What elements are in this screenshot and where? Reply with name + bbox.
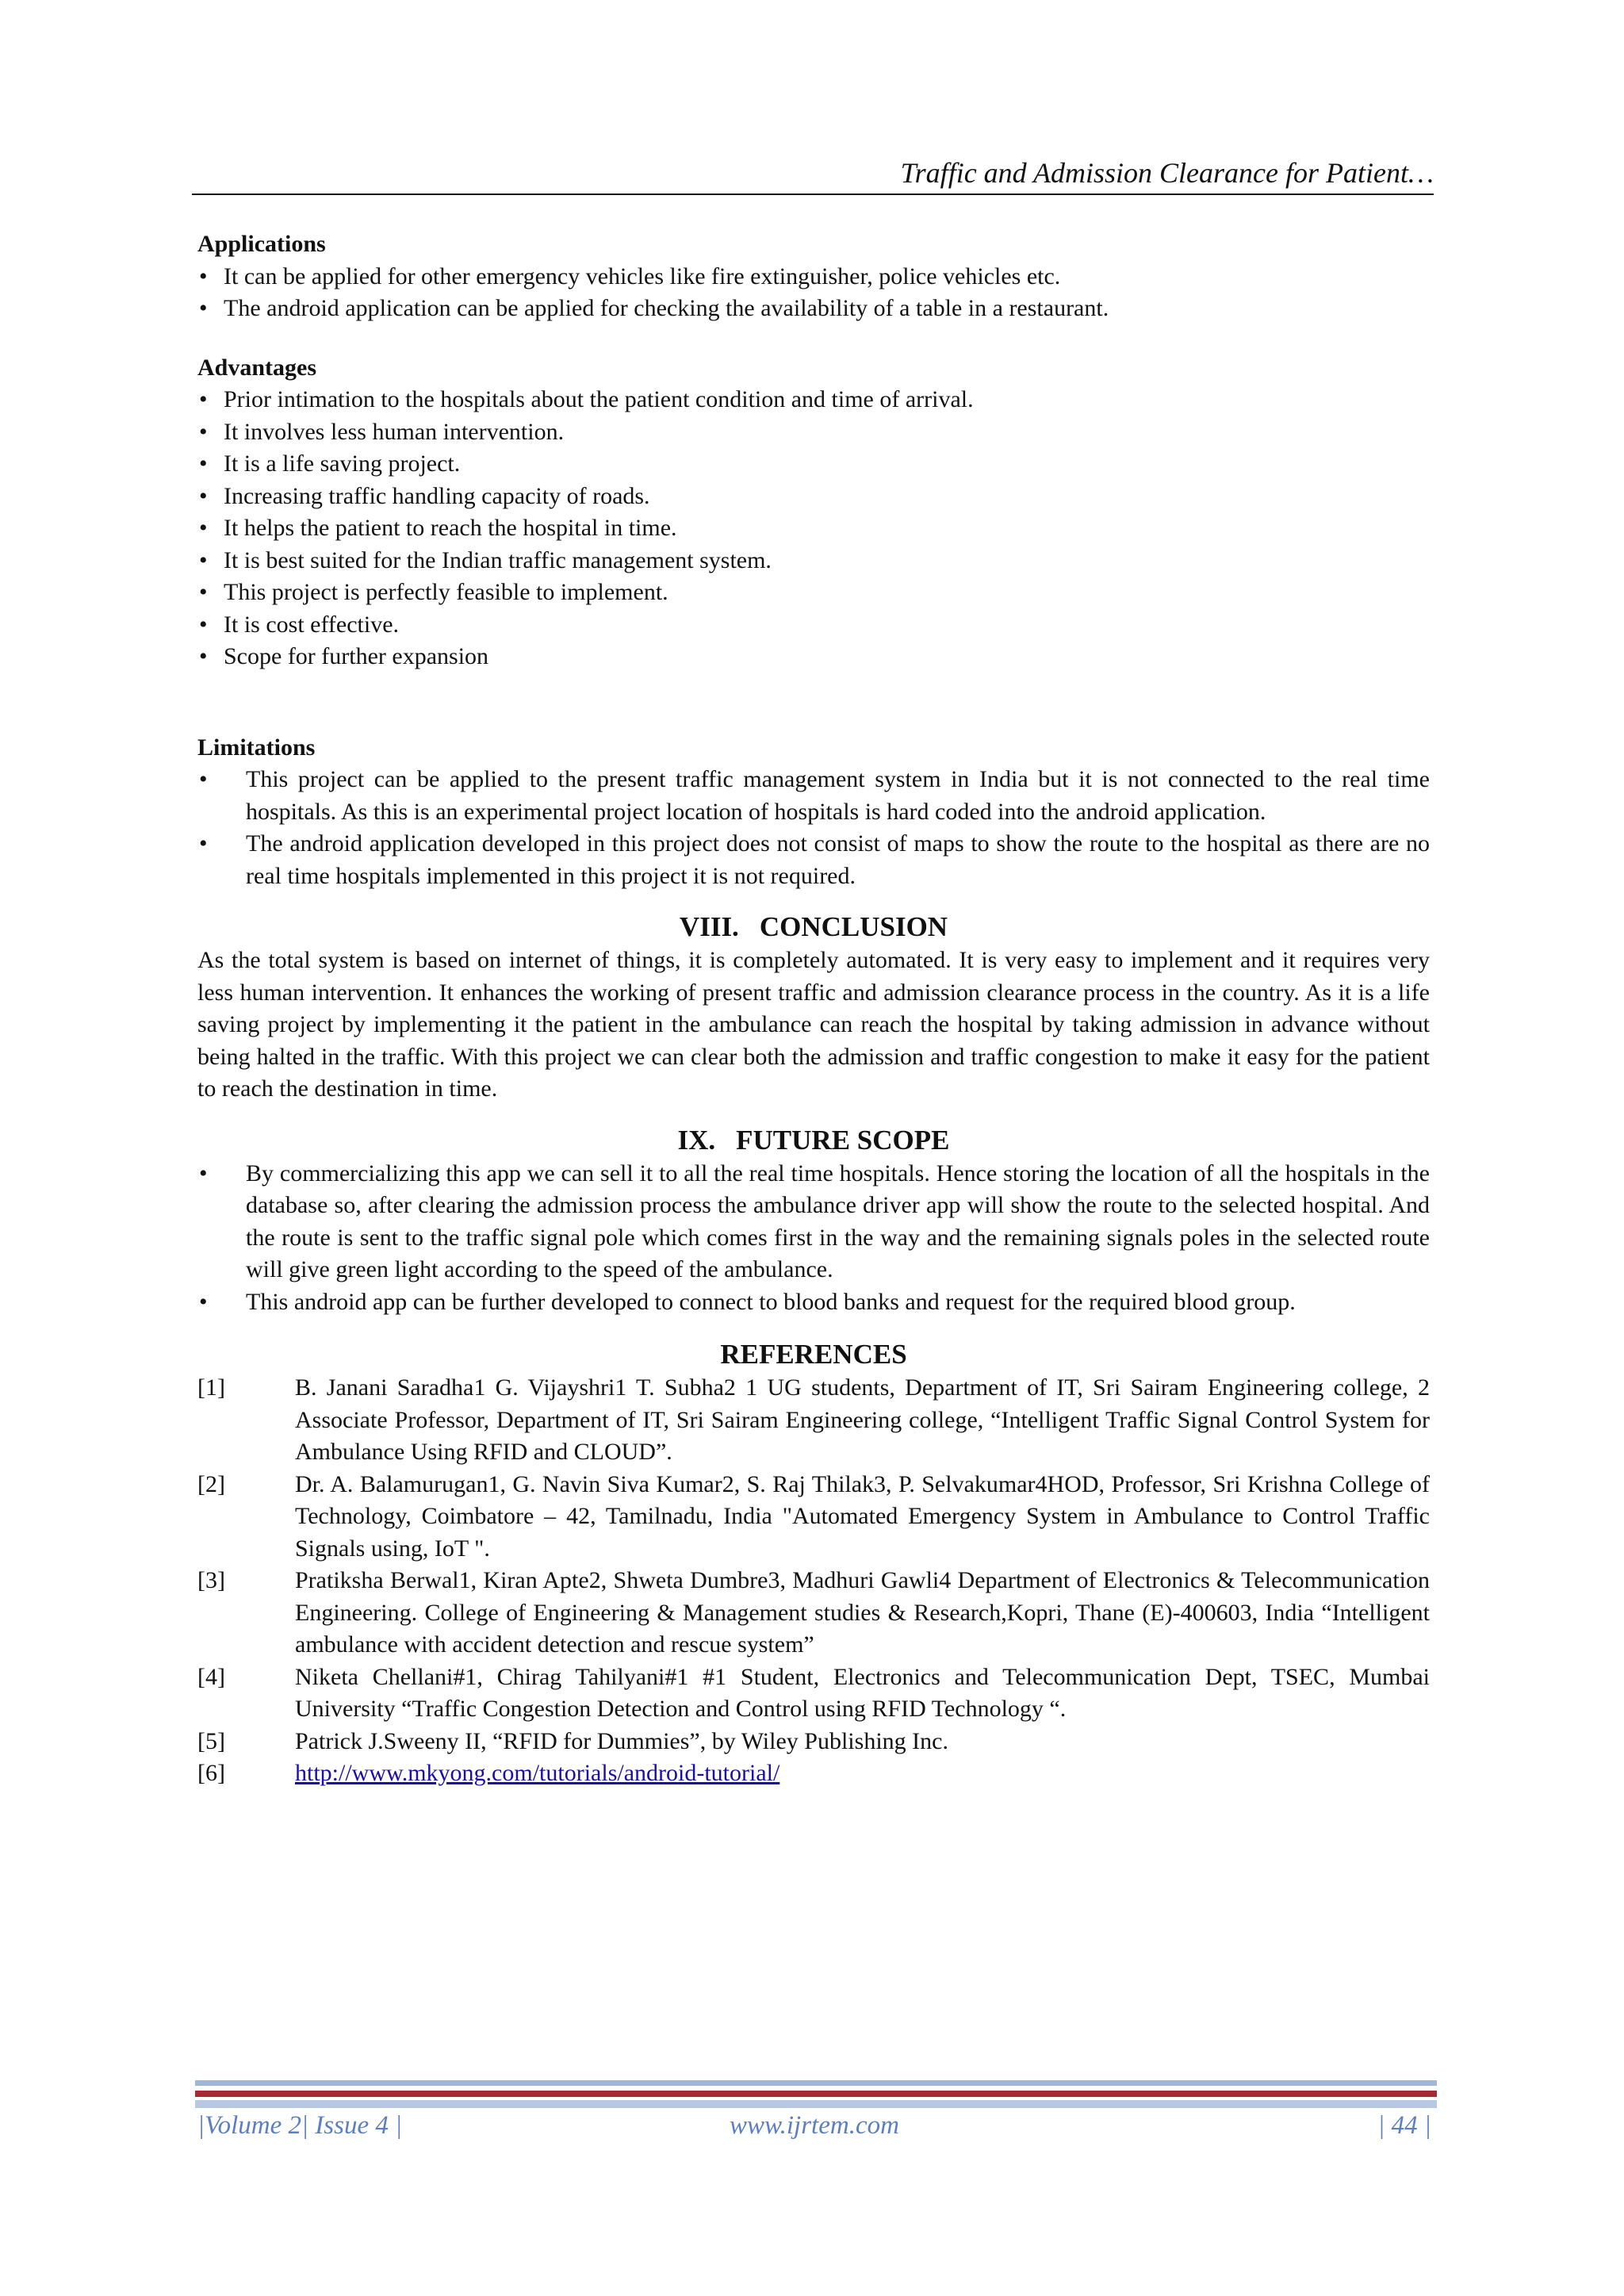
reference-number: [1] — [197, 1374, 225, 1401]
section-title: CONCLUSION — [759, 911, 948, 942]
future-scope-list — [197, 1158, 1430, 1319]
page-content — [197, 228, 1430, 1790]
reference-number: [4] — [197, 1663, 225, 1690]
advantages-heading: Advantages — [197, 354, 317, 381]
list-item: • It is a life saving project. — [197, 448, 1430, 481]
footer-website: www.ijrtem.com — [730, 2111, 899, 2140]
limitations-section — [197, 732, 1430, 893]
section-number: IX. — [677, 1124, 716, 1156]
list-item: • It helps the patient to reach the hospital in time. — [197, 512, 1430, 545]
list-item: • It can be applied for other emergency vehicles like fire extinguisher, police vehicles etc. — [197, 261, 1430, 293]
list-item: • It is cost effective. — [197, 609, 1430, 642]
running-header: Traffic and Admission Clearance for Patient… — [900, 157, 1434, 189]
footer-volume: |Volume 2| Issue 4 | — [197, 2111, 403, 2140]
list-item: • Increasing traffic handling capacity of roads. — [197, 481, 1430, 513]
reference-number: [3] — [197, 1567, 225, 1593]
conclusion-paragraph: As the total system is based on internet of things, it is completely automated. It is very easy to implement and it requires very less human intervention. It enhances the working of present traffic and admission clearance process in the country. As it is a life saving project by implementing it the patient in the ambulance can reach the hospital by taking admission in advance without being halted in the traffic. With this project we can clear both the admission and traffic congestion to make it easy for the patient to reach the destination in time. — [197, 947, 1430, 1102]
reference-text: Niketa Chellani#1, Chirag Tahilyani#1 #1 Student, Electronics and Telecommunication Dept, TSEC, Mumbai University “Traffic Congestion Detection and Control using RFID Technology “. — [295, 1663, 1430, 1722]
limitations-list — [197, 764, 1430, 892]
reference-text: Patrick J.Sweeny II, “RFID for Dummies”, by Wiley Publishing Inc. — [295, 1727, 948, 1754]
footer-page-number: | 44 | — [1377, 2111, 1431, 2140]
header-rule — [192, 194, 1434, 195]
references-section — [197, 1339, 1430, 1790]
reference-number: [2] — [197, 1470, 225, 1497]
list-item: • This project is perfectly feasible to implement. — [197, 577, 1430, 609]
reference-text — [295, 1757, 1430, 1790]
list-item: • Prior intimation to the hospitals about the patient condition and time of arrival. — [197, 384, 1430, 416]
advantages-list — [197, 384, 1430, 673]
applications-list — [197, 261, 1430, 325]
footer-rule — [195, 2080, 1437, 2108]
list-item: • It is best suited for the Indian traffic management system. — [197, 545, 1430, 577]
conclusion-section — [197, 911, 1430, 1106]
section-title: FUTURE SCOPE — [736, 1124, 950, 1156]
list-item: • It involves less human intervention. — [197, 416, 1430, 449]
section-number: VIII. — [679, 911, 739, 942]
reference-item — [197, 1565, 1430, 1662]
list-item: • By commercializing this app we can sell it to all the real time hospitals. Hence storing the location of all the hospitals in the database so, after clearing the admission process the ambulance driver app will show the route to the selected hospital. And the route is sent to the traffic signal pole which comes first in the way and the remaining signals poles in the selected route will give green light according to the speed of the ambulance. — [197, 1158, 1430, 1286]
limitations-heading: Limitations — [197, 734, 316, 761]
reference-item — [197, 1469, 1430, 1566]
future-scope-heading — [197, 1125, 1430, 1156]
reference-text: Dr. A. Balamurugan1, G. Navin Siva Kumar2, S. Raj Thilak3, P. Selvakumar4HOD, Professor, Sri Krishna College of Technology, Coimbatore – 42, Tamilnadu, India "Automated Emergency System in Ambulance to Control Traffic Signals using, IoT ". — [295, 1470, 1430, 1562]
reference-link[interactable]: http://www.mkyong.com/tutorials/android-tutorial/ — [295, 1760, 780, 1786]
reference-number: [6] — [197, 1760, 225, 1786]
conclusion-heading — [197, 911, 1430, 943]
reference-item — [197, 1757, 1430, 1790]
list-item: • This project can be applied to the present traffic management system in India but it is not connected to the real time hospitals. As this is an experimental project location of hospitals is hard coded into the android application. — [197, 764, 1430, 828]
list-item: • This android app can be further developed to connect to blood banks and request for the required blood group. — [197, 1286, 1430, 1319]
reference-text: B. Janani Saradha1 G. Vijayshri1 T. Subha2 1 UG students, Department of IT, Sri Sairam Engineering college, 2 Associate Professor, Department of IT, Sri Sairam Engineering college, “Intelligent Traffic Signal Control System for Ambulance Using RFID and CLOUD”. — [295, 1374, 1430, 1465]
reference-number: [5] — [197, 1727, 225, 1754]
reference-item — [197, 1662, 1430, 1726]
reference-item — [197, 1372, 1430, 1469]
list-item: • Scope for further expansion — [197, 641, 1430, 673]
advantages-section — [197, 352, 1430, 673]
reference-item — [197, 1726, 1430, 1758]
references-heading: REFERENCES — [720, 1339, 907, 1370]
list-item: • The android application can be applied for checking the availability of a table in a restaurant. — [197, 293, 1430, 325]
reference-text: Pratiksha Berwal1, Kiran Apte2, Shweta Dumbre3, Madhuri Gawli4 Department of Electronics & Telecommunication Engineering. College of Engineering & Management studies & Research,Kopri, Thane (E)-400603, India “Intelligent ambulance with accident detection and rescue system” — [295, 1567, 1430, 1658]
future-scope-section — [197, 1125, 1430, 1319]
list-item: • The android application developed in this project does not consist of maps to show the route to the hospital as there are no real time hospitals implemented in this project it is not required. — [197, 828, 1430, 892]
applications-section — [197, 228, 1430, 325]
applications-heading: Applications — [197, 231, 326, 257]
